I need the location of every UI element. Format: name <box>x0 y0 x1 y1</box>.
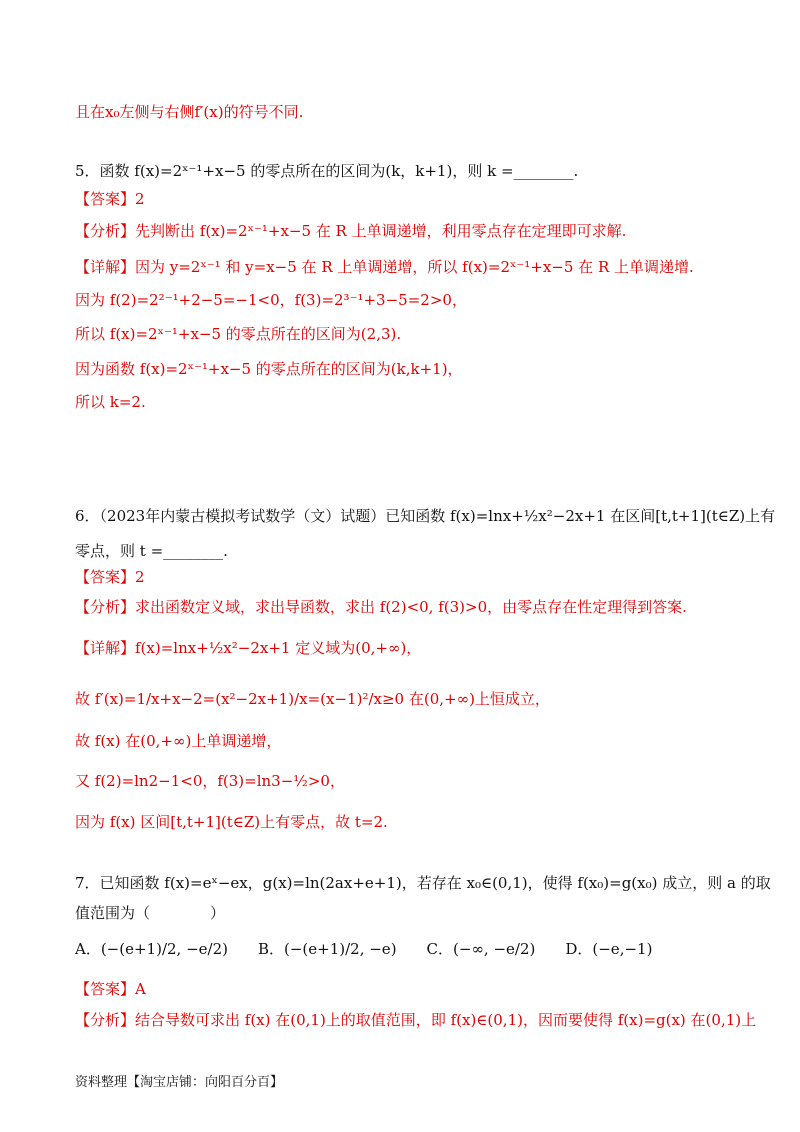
answer-7: 【答案】A <box>75 980 146 998</box>
question-6-line-1: 6．（2023年内蒙古模拟考试数学（文）试题）已知函数 f(x)=lnx+½x²−2x+1 在区间[t,t+1](t∈Z)上有 <box>75 507 776 525</box>
detail-6-line-4: 又 f(2)=ln2−1<0，f(3)=ln3−½>0， <box>75 772 345 790</box>
analysis-7: 【分析】结合导数可求出 f(x) 在(0,1)上的取值范围，即 f(x)∈(0,1)，因而要使得 f(x)=g(x) 在(0,1)上 <box>75 1011 757 1029</box>
answer-5: 【答案】2 <box>75 190 145 208</box>
detail-6-line-1: 【详解】f(x)=lnx+½x²−2x+1 定义域为(0,+∞)， <box>75 639 422 657</box>
question-7-options: A．(−(e+1)/2, −e/2) B．(−(e+1)/2, −e) C．(−∞, −e/2) D．(−e,−1) <box>75 940 653 958</box>
question-6-line-2: 零点，则 t =________. <box>75 542 228 560</box>
answer-6: 【答案】2 <box>75 568 145 586</box>
question-5: 5．函数 f(x)=2ˣ⁻¹+x−5 的零点所在的区间为(k，k+1)，则 k =________. <box>75 162 579 180</box>
footer-source: 资料整理【淘宝店铺：向阳百分百】 <box>75 1075 284 1090</box>
question-7-line-1: 7．已知函数 f(x)=eˣ−ex，g(x)=ln(2ax+e+1)，若存在 x₀∈(0,1)，使得 f(x₀)=g(x₀) 成立，则 a 的取 <box>75 874 771 892</box>
detail-5-line-4: 因为函数 f(x)=2ˣ⁻¹+x−5 的零点所在的区间为(k,k+1)， <box>75 360 463 378</box>
question-7-line-2: 值范围为（ ） <box>75 904 226 922</box>
detail-5-line-1: 【详解】因为 y=2ˣ⁻¹ 和 y=x−5 在 R 上单调递增，所以 f(x)=2ˣ⁻¹+x−5 在 R 上单调递增. <box>75 258 694 276</box>
analysis-5: 【分析】先判断出 f(x)=2ˣ⁻¹+x−5 在 R 上单调递增，利用零点存在定理即可求解. <box>75 222 627 240</box>
analysis-6: 【分析】求出函数定义域，求出导函数，求出 f(2)<0, f(3)>0，由零点存在性定理得到答案. <box>75 598 687 616</box>
detail-6-line-3: 故 f(x) 在(0,+∞)上单调递增， <box>75 732 282 750</box>
prev-text-line: 且在x₀左侧与右侧f′(x)的符号不同. <box>75 103 304 121</box>
detail-5-line-5: 所以 k=2. <box>75 393 146 411</box>
detail-5-line-2: 因为 f(2)=2²⁻¹+2−5=−1<0，f(3)=2³⁻¹+3−5=2>0， <box>75 291 467 309</box>
detail-6-line-2: 故 f′(x)=1/x+x−2=(x²−2x+1)/x=(x−1)²/x≥0 在(0,+∞)上恒成立， <box>75 690 550 708</box>
detail-5-line-3: 所以 f(x)=2ˣ⁻¹+x−5 的零点所在的区间为(2,3). <box>75 325 402 343</box>
detail-6-line-5: 因为 f(x) 区间[t,t+1](t∈Z)上有零点，故 t=2. <box>75 813 388 831</box>
